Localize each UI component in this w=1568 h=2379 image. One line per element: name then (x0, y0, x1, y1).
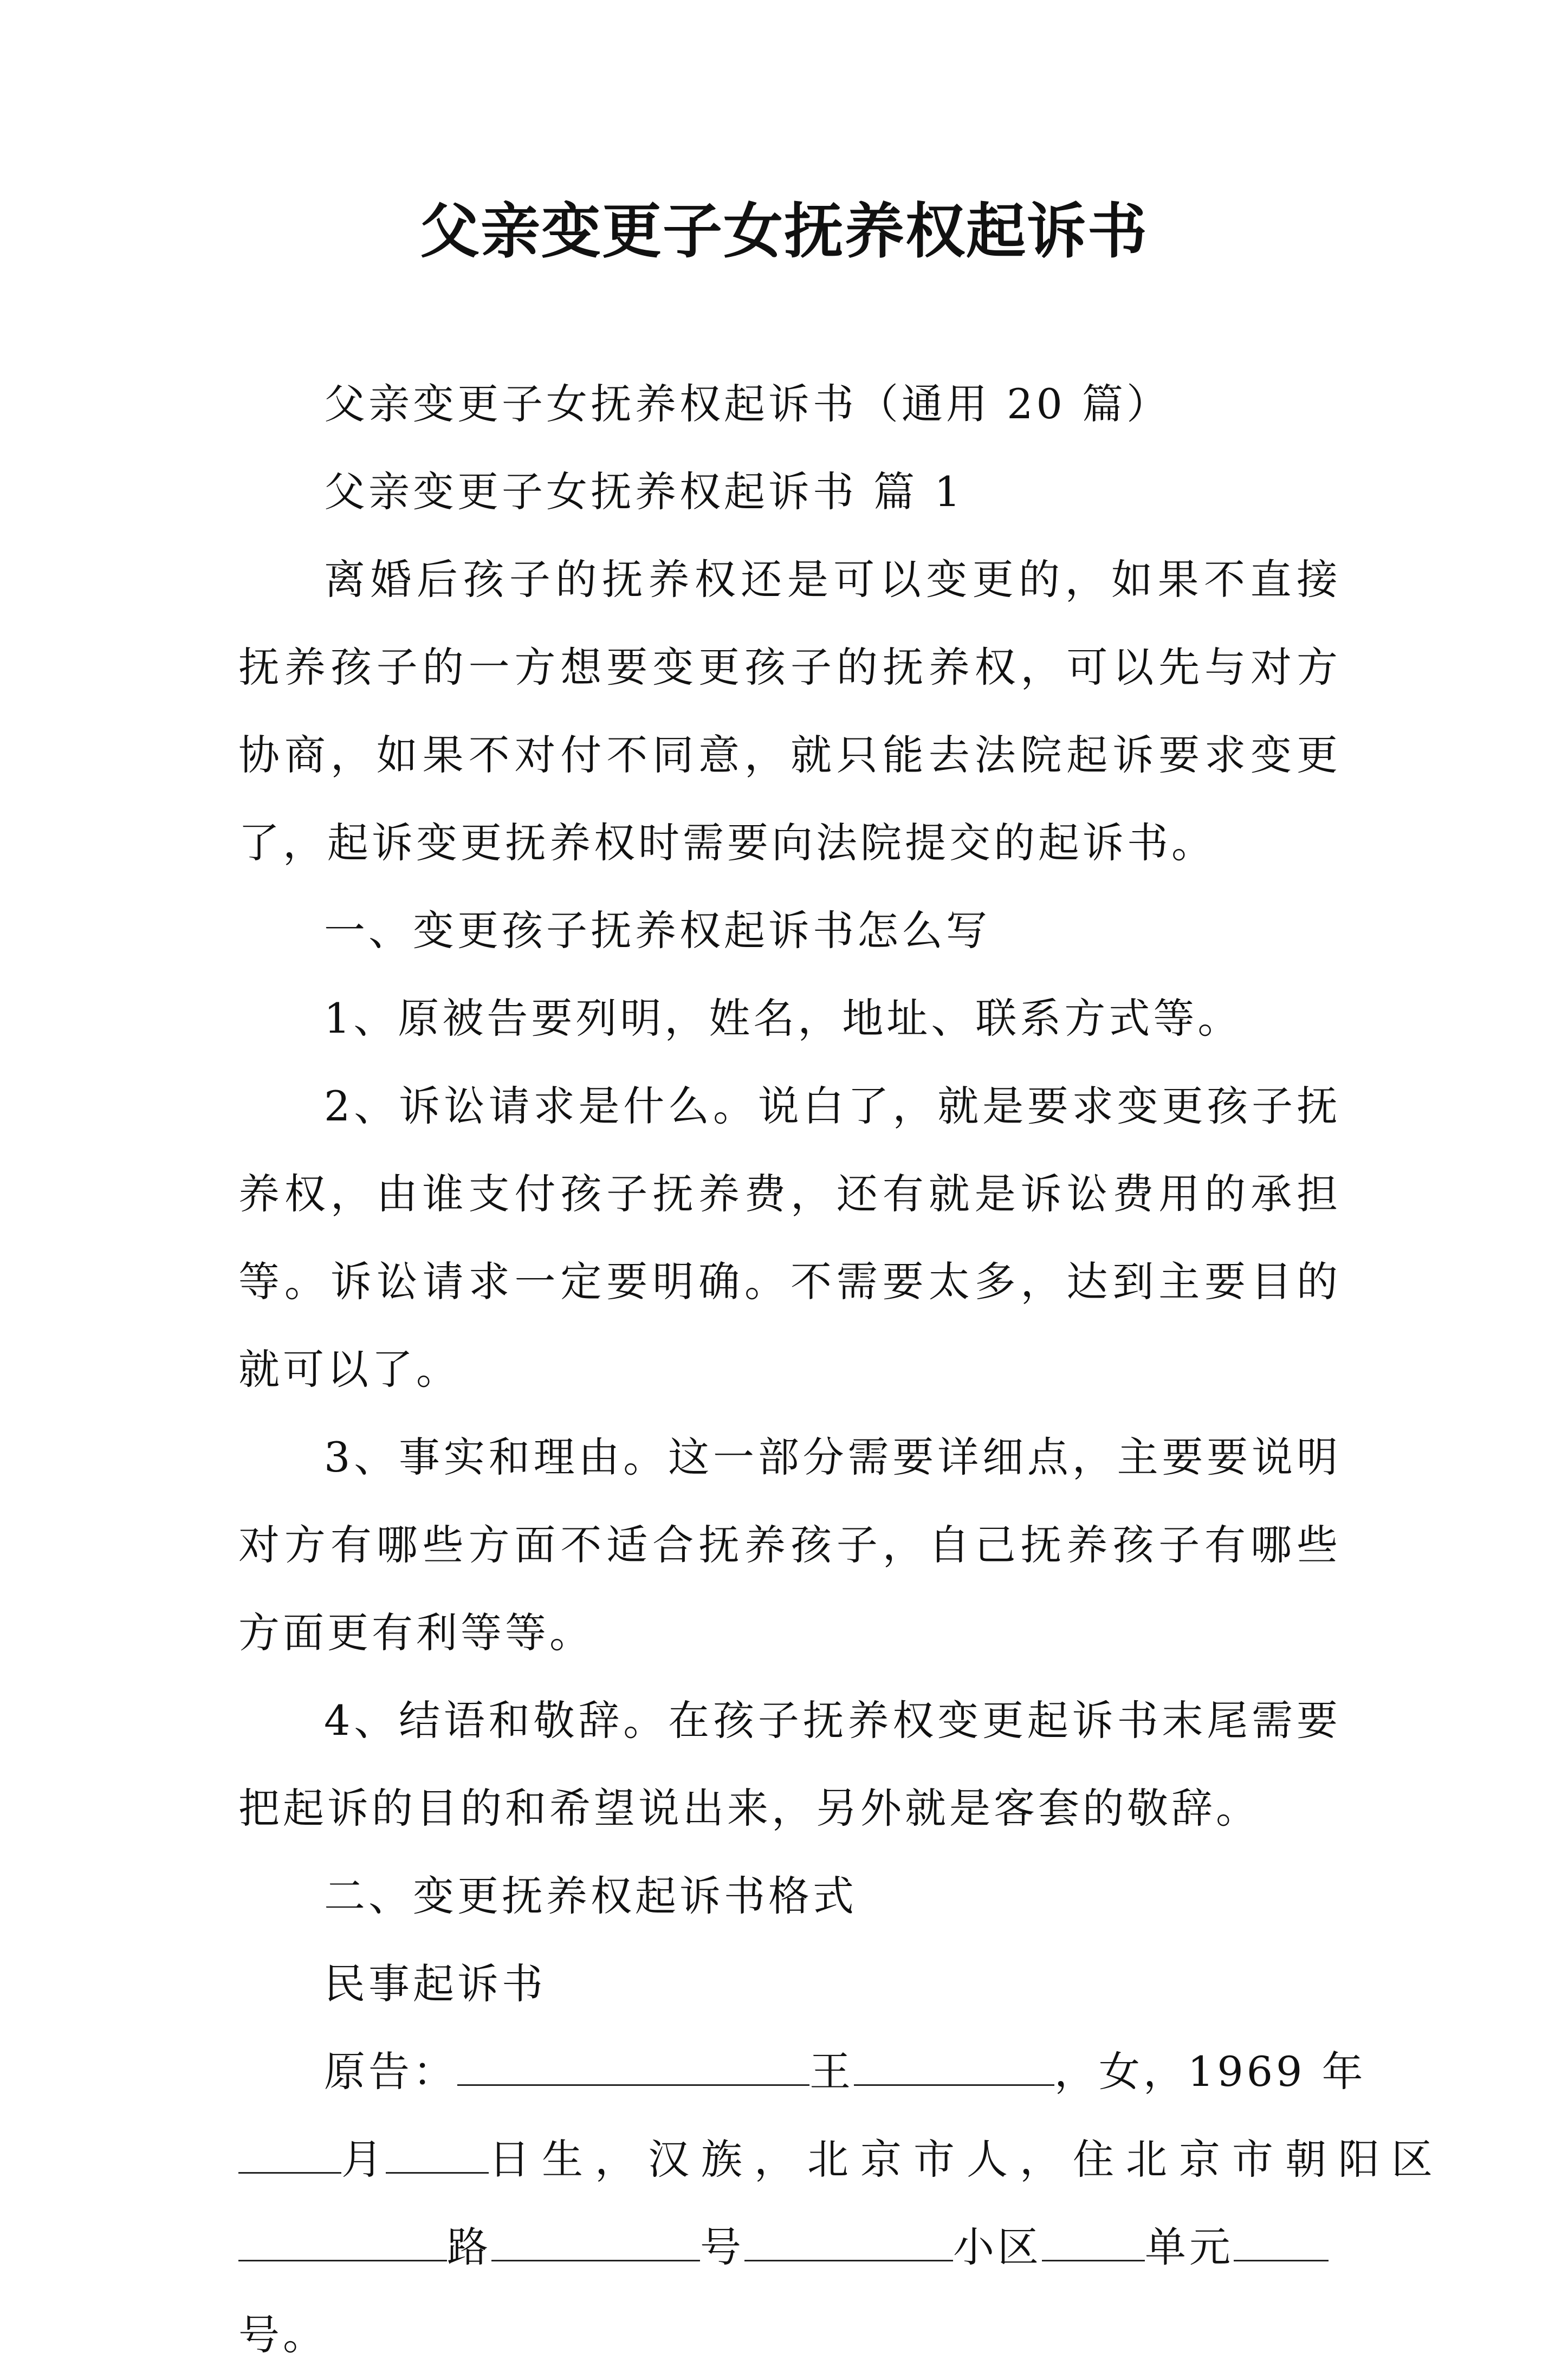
plaintiff-surname: 王 (809, 2047, 854, 2096)
plaintiff-line-4 (238, 2291, 1341, 2379)
blank-district (238, 2221, 447, 2261)
document-body (238, 360, 1444, 2379)
plaintiff-month: 月 (341, 2135, 386, 2183)
blank-road (491, 2221, 700, 2261)
plaintiff-unit: 单元 (1145, 2223, 1234, 2271)
blank-day (386, 2133, 489, 2174)
blank-name-suffix (854, 2045, 1054, 2086)
paragraph-item-1: 1、原被告要列明，姓名，地址、联系方式等。 (324, 994, 1242, 1042)
plaintiff-line-1 (238, 2028, 1366, 2116)
blank-unit (1234, 2221, 1329, 2261)
blank-community (1042, 2221, 1145, 2261)
plaintiff-label: 原告： (324, 2047, 457, 2096)
subtitle: 父亲变更子女抚养权起诉书（通用 20 篇） (324, 380, 1171, 428)
blank-number (744, 2221, 953, 2261)
plaintiff-community: 小区 (953, 2223, 1042, 2271)
section-heading: 父亲变更子女抚养权起诉书 篇 1 (324, 468, 964, 516)
paragraph-heading-1: 一、变更孩子抚养权起诉书怎么写 (324, 906, 990, 955)
paragraph-item-2: 2、诉讼请求是什么。说白了，就是要求变更孩子抚养权，由谁支付孩子抚养费，还有就是诉讼费用的承担等。诉讼请求一定要明确。不需要太多，达到主要目的就可以了。 (238, 1082, 1341, 1393)
plaintiff-line-2 (238, 2116, 1444, 2203)
plaintiff-line-3 (238, 2203, 1341, 2291)
blank-name-prefix (457, 2045, 809, 2086)
paragraph-intro: 离婚后孩子的抚养权还是可以变更的，如果不直接抚养孩子的一方想要变更孩子的抚养权，可以先与对方协商，如果不对付不同意，就只能去法院起诉要求变更了，起诉变更抚养权时需要向法院提交的起诉书。 (238, 555, 1341, 867)
paragraph-complaint-title: 民事起诉书 (324, 1960, 546, 2008)
paragraph-item-4: 4、结语和敬辞。在孩子抚养权变更起诉书末尾需要把起诉的目的和希望说出来，另外就是客套的敬辞。 (238, 1696, 1341, 1832)
paragraph-item-3: 3、事实和理由。这一部分需要详细点，主要要说明对方有哪些方面不适合抚养孩子，自己抚养孩子有哪些方面更有利等等。 (238, 1433, 1341, 1657)
plaintiff-day-rest: 日生，汉族，北京市人，住北京市朝阳区 (489, 2135, 1444, 2183)
plaintiff-room: 号。 (238, 2311, 327, 2359)
plaintiff-road: 路 (447, 2223, 491, 2271)
document-title: 父亲变更子女抚养权起诉书 (420, 196, 1148, 266)
paragraph-heading-2: 二、变更抚养权起诉书格式 (324, 1872, 857, 1920)
plaintiff-gender-birth: ，女，1969 年 (1054, 2047, 1366, 2096)
plaintiff-number: 号 (700, 2223, 744, 2271)
blank-month (238, 2133, 341, 2174)
